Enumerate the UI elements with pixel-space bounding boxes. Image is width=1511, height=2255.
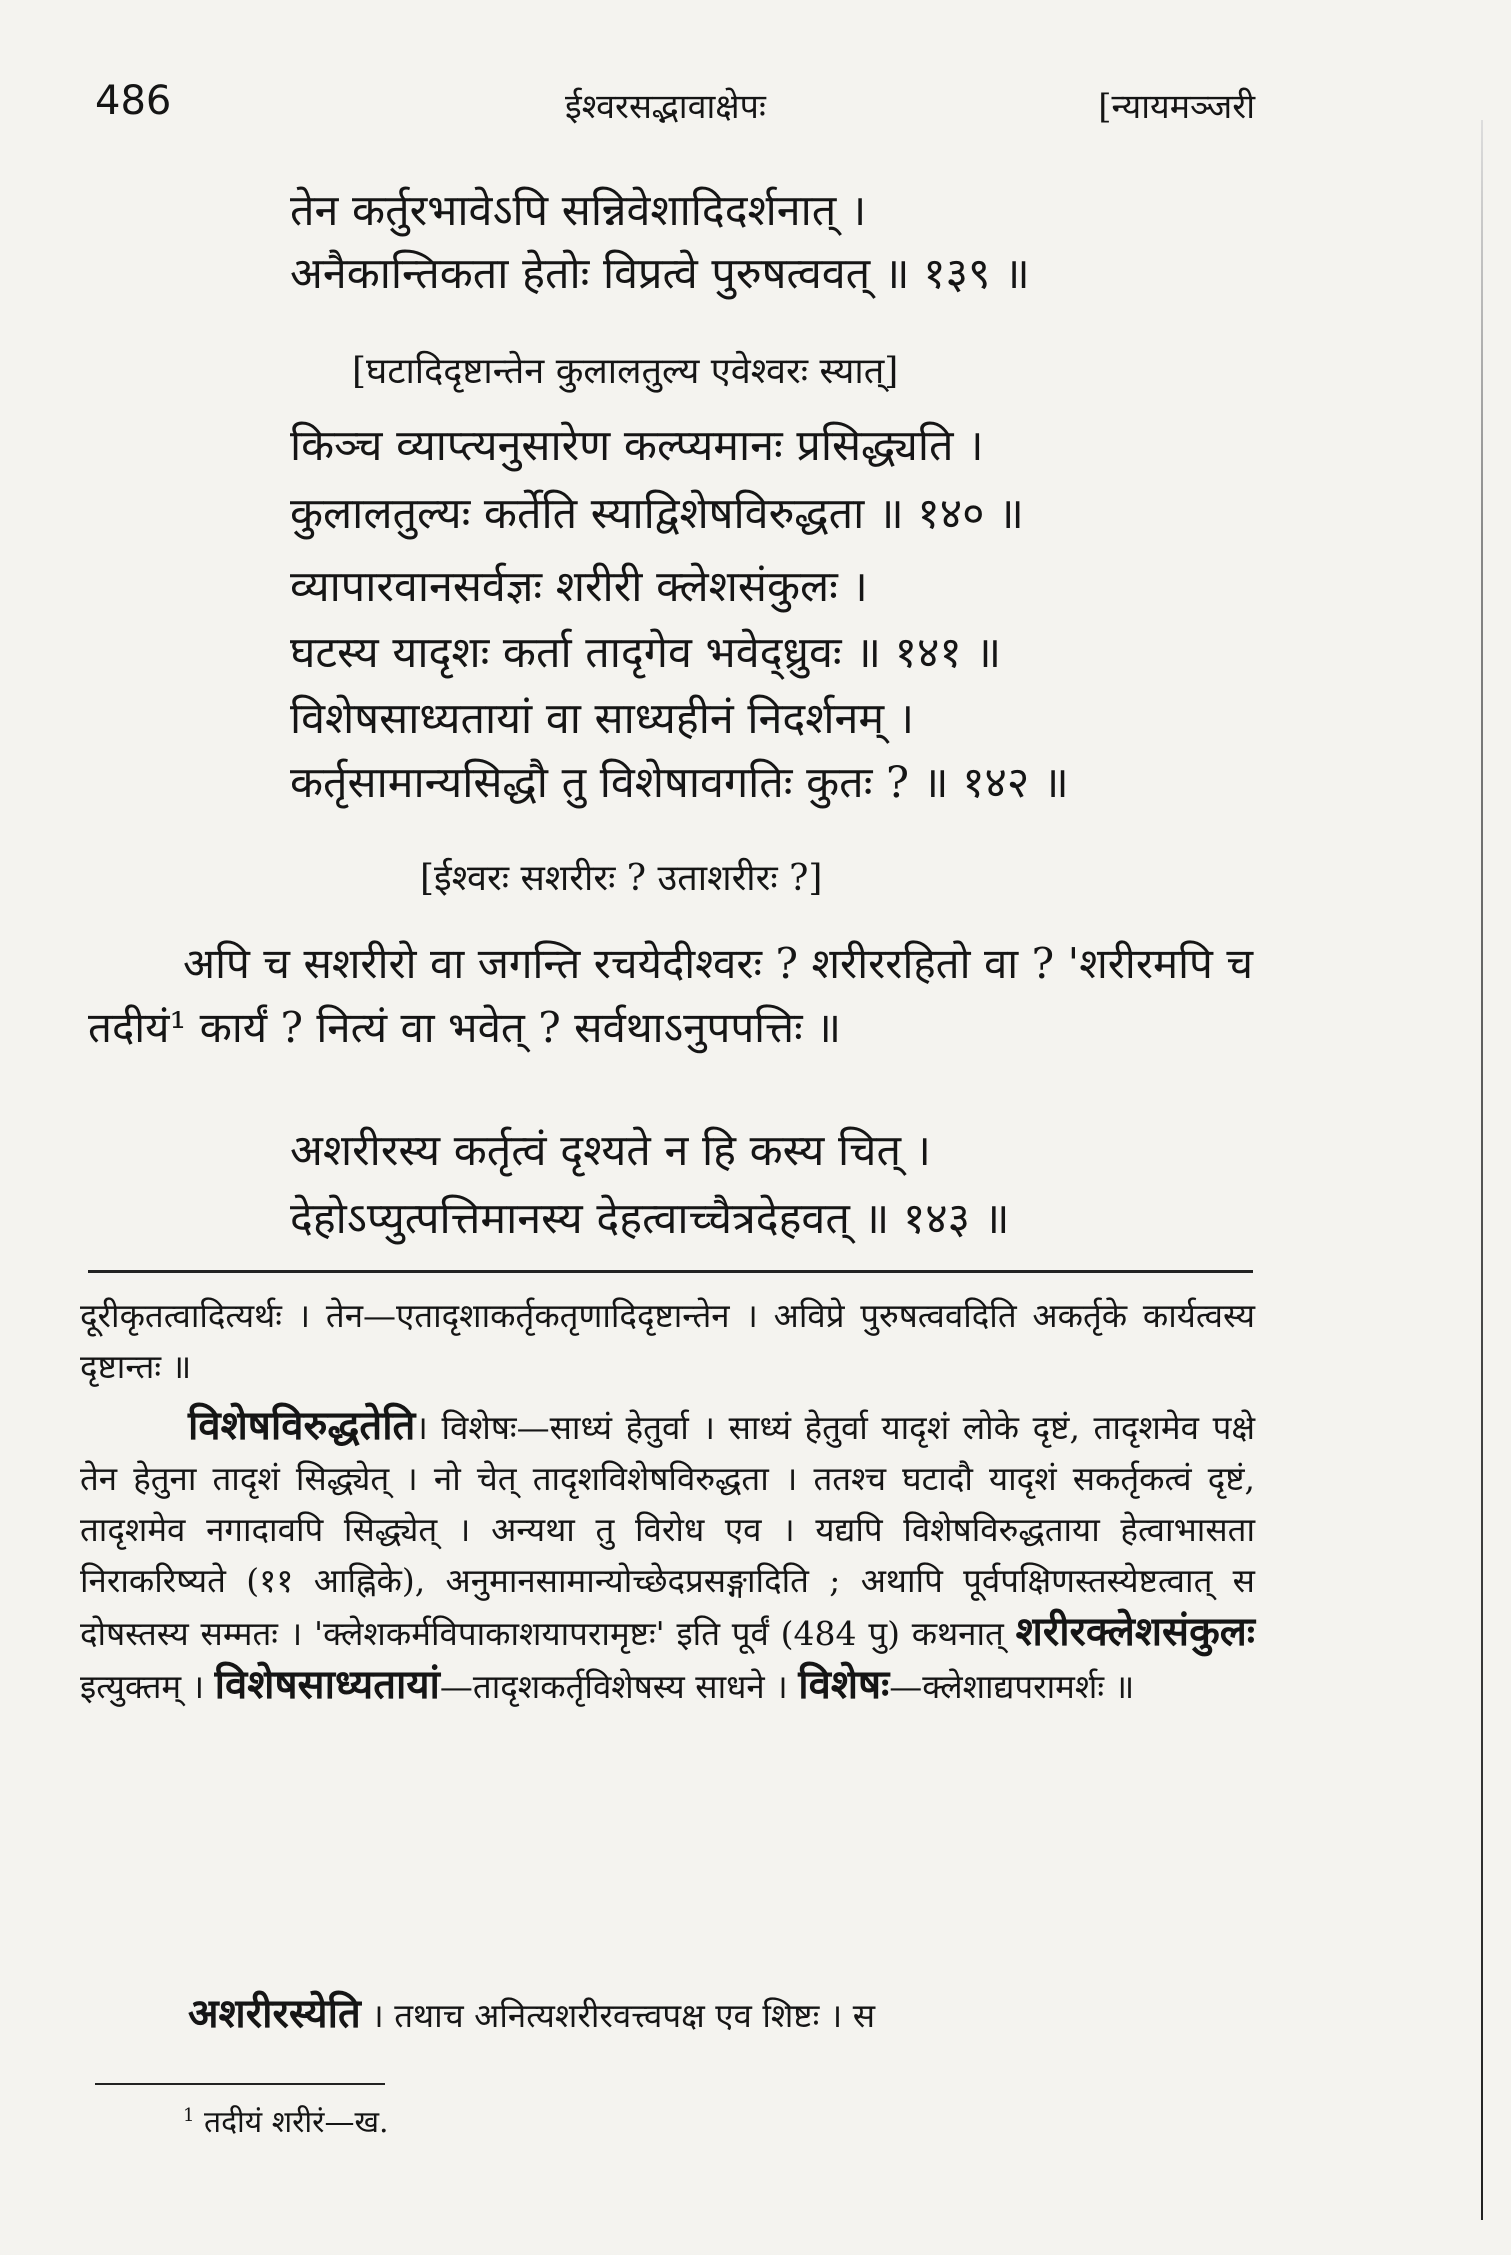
footnote-rule [95, 2083, 385, 2085]
footnote [183, 2100, 389, 2141]
prose-text: अपि च सशरीरो वा जगन्ति रचयेदीश्वरः ? शरीररहितो वा ? 'शरीरमपि च तदीयं¹ कार्यं ? नित्यं वा भवेत् ? सर्वथाऽनुपपत्तिः ॥ [88, 939, 1253, 1052]
binding-edge [1481, 120, 1483, 2220]
text-divider [88, 1270, 1253, 1273]
commentary-paragraph [80, 1988, 1255, 2041]
commentary-text: । विशेषः—साध्यं हेतुर्वा । साध्यं हेतुर्वा यादृशं लोके दृष्टं, तादृशमेव पक्षे तेन हेतुना तादृशं सिद्ध्येत् । नो चेत् तादृशविशेषविरुद्धता । ततश्च घटादौ यादृशं सकर्तृकत्वं दृष्टं, तादृशमेव नगादावपि सिद्ध्येत् । अन्यथा तु विरोध एव । यद्यपि विशेषविरुद्धताया हेत्वाभासता निराकरिष्यते (११ आह्निके), अनुमानसामान्योच्छेदप्रसङ्गादिति ; अथापि पूर्वपक्षिणस्तस्येष्टत्वात् स दोषस्तस्य सम्मतः । 'क्लेशकर्मविपाकाशयापरामृष्टः' इति पूर्वं (484 पु) कथनात् [80, 1408, 1255, 1653]
section-heading: [ईश्वरः सशरीरः ? उताशरीरः ?] [420, 858, 823, 899]
commentary-lemma: अशरीरस्येति [188, 1990, 361, 2037]
verse-line: व्यापारवानसर्वज्ञः शरीरी क्लेशसंकुलः । [290, 562, 868, 612]
section-heading: [घटादिदृष्टान्तेन कुलालतुल्य एवेश्वरः स्यात्] [352, 351, 899, 392]
commentary-text: —तादृशकर्तृविशेषस्य साधने । [439, 1667, 799, 1706]
verse-line: अशरीरस्य कर्तृत्वं दृश्यते न हि कस्य चित् । [290, 1126, 931, 1176]
page-header [95, 78, 1255, 138]
footnote-marker: 1 [183, 2105, 195, 2126]
verse-line: किञ्च व्याप्त्यनुसारेण कल्प्यमानः प्रसिद्ध्यति । [290, 421, 984, 471]
commentary-lemma: विशेषः [798, 1661, 890, 1708]
verse-line: देहोऽप्युत्पत्तिमानस्य देहत्वाच्चैत्रदेहवत् ॥ १४३ ॥ [290, 1194, 1010, 1244]
commentary-lemma: विशेषविरुद्धतेति [188, 1402, 416, 1449]
verse-line: विशेषसाध्यतायां वा साध्यहीनं निदर्शनम् । [290, 694, 914, 744]
verse-line: कुलालतुल्यः कर्तेति स्याद्विशेषविरुद्धता ॥ १४० ॥ [290, 489, 1024, 539]
verse-line: कर्तृसामान्यसिद्धौ तु विशेषावगतिः कुतः ? ॥ १४२ ॥ [290, 758, 1069, 808]
commentary-paragraph [80, 1400, 1255, 1712]
prose-paragraph [88, 932, 1253, 1060]
running-title: ईश्वरसद्भावाक्षेपः [565, 87, 766, 127]
verse-line: तेन कर्तुरभावेऽपि सन्निवेशादिदर्शनात् । [290, 186, 867, 236]
commentary-text: —क्लेशाद्यपरामर्शः ॥ [889, 1667, 1135, 1706]
commentary-text: । तथाच अनित्यशरीरवत्त्वपक्ष एव शिष्टः । स [360, 1996, 876, 2035]
commentary-text: इत्युक्तम् । [80, 1667, 215, 1706]
commentary-paragraph: दूरीकृतत्वादित्यर्थः । तेन—एतादृशाकर्तृकतृणादिदृष्टान्तेन । अविप्रे पुरुषत्ववदिति अकर्तृके कार्यत्वस्य दृष्टान्तः ॥ [80, 1296, 1255, 1386]
commentary-lemma: विशेषसाध्यतायां [214, 1661, 440, 1708]
verse-line: घटस्य यादृशः कर्ता तादृगेव भवेद्ध्रुवः ॥ १४१ ॥ [290, 628, 1002, 678]
book-title: [न्यायमञ्जरी [1098, 87, 1255, 127]
commentary-lemma: शरीरक्लेशसंकुलः [1015, 1608, 1256, 1655]
verse-line: अनैकान्तिकता हेतोः विप्रत्वे पुरुषत्ववत् ॥ १३९ ॥ [290, 249, 1030, 299]
footnote-text: तदीयं शरीरं—ख. [204, 2105, 389, 2140]
page-number: 486 [95, 78, 172, 124]
